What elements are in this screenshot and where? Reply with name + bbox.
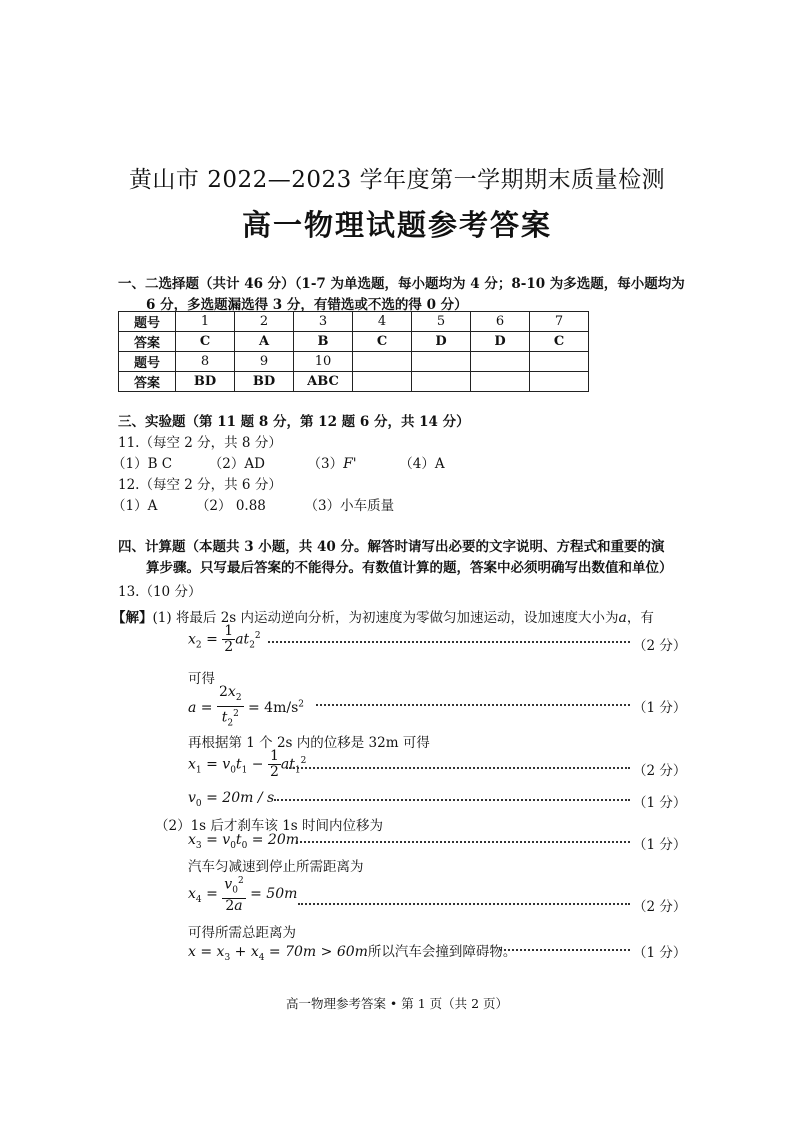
table-cell bbox=[412, 372, 471, 392]
table-row bbox=[119, 312, 589, 332]
score-label: （1 分） bbox=[633, 795, 687, 811]
document-subtitle: 高一物理试题参考答案 bbox=[241, 208, 552, 242]
table-cell: 5 bbox=[412, 312, 471, 332]
equation-a: a = $\frac{2x_2}{t_2^2}$ = $4m/s^2$ bbox=[188, 684, 304, 729]
equation-total-text: 所以汽车会撞到障碍物。 bbox=[367, 944, 517, 960]
equation-total-result: = 70m > 60m bbox=[268, 944, 368, 960]
table-row bbox=[119, 372, 589, 392]
table-row bbox=[119, 332, 589, 352]
solution-tag: 【解】 bbox=[112, 610, 153, 626]
dotted-leader bbox=[286, 767, 630, 769]
table-cell: 答案 bbox=[119, 372, 176, 392]
section1-note-line2: 6 分，多选题漏选得 3 分，有错选或不选的得 0 分） bbox=[146, 297, 468, 313]
score-label: （1 分） bbox=[633, 945, 687, 961]
equation-x3-result: = 20m bbox=[251, 832, 300, 848]
score-label: （1 分） bbox=[633, 837, 687, 853]
table-cell: 题号 bbox=[119, 312, 176, 332]
table-cell: A bbox=[235, 332, 294, 352]
dotted-leader bbox=[500, 949, 630, 951]
table-cell: 8 bbox=[176, 352, 235, 372]
equation-x2: $x_2$ = $\frac{1}{2}$ $at_2^2$ bbox=[188, 623, 261, 655]
table-cell bbox=[412, 352, 471, 372]
q11-answer-1: （1）B C bbox=[112, 456, 173, 472]
part1-intro-text: (1) 将最后 2s 内运动逆向分析，为初速度为零做匀加速运动，设加速度大小为 bbox=[152, 610, 619, 626]
section1-heading-line bbox=[118, 272, 685, 292]
equation-x4-result: = 50m bbox=[250, 886, 298, 903]
score-label: （1 分） bbox=[633, 700, 687, 716]
q11-title: 11.（每空 2 分，共 8 分） bbox=[118, 435, 282, 451]
q12-answer-1: （1）A bbox=[112, 498, 158, 514]
score-label: （2 分） bbox=[633, 899, 687, 915]
equation-x4: $x_4$ = $\frac{v_0^2}{2a}$ = 50m bbox=[188, 876, 298, 915]
table-cell: B bbox=[294, 332, 353, 352]
q12-title: 12.（每空 2 分，共 6 分） bbox=[118, 477, 282, 493]
score-label: （2 分） bbox=[633, 638, 687, 654]
table-cell: D bbox=[412, 332, 471, 352]
part1-intro-end: ，有 bbox=[626, 610, 654, 626]
table-cell: 答案 bbox=[119, 332, 176, 352]
q11-answer-2: （2）AD bbox=[208, 456, 265, 472]
table-cell: BD bbox=[176, 372, 235, 392]
table-cell bbox=[530, 372, 589, 392]
part1-intro bbox=[112, 606, 654, 626]
text-decel: 汽车匀减速到停止所需距离为 bbox=[188, 859, 364, 875]
table-cell: 题号 bbox=[119, 352, 176, 372]
table-cell: 9 bbox=[235, 352, 294, 372]
answer-table bbox=[118, 311, 589, 392]
table-row bbox=[119, 352, 589, 372]
document-title: 黄山市 2022—2023 学年度第一学期期末质量检测 bbox=[128, 167, 666, 193]
table-cell: 6 bbox=[471, 312, 530, 332]
section4-heading-line2: 算步骤。只写最后答案的不能得分。有数值计算的题，答案中必须明确写出数值和单位） bbox=[146, 560, 673, 576]
text-total: 可得所需总距离为 bbox=[188, 925, 296, 941]
table-cell: ABC bbox=[294, 372, 353, 392]
equation-total: $x = x_3 + x_4 = 70m > 60m$所以汽车会撞到障碍物。 bbox=[188, 944, 517, 963]
equation-a-result: = 4m/s bbox=[248, 700, 299, 717]
table-cell bbox=[353, 372, 412, 392]
table-cell bbox=[530, 352, 589, 372]
text-first2s: 再根据第 1 个 2s 内的位移是 32m 可得 bbox=[188, 735, 430, 751]
equation-x1: $x_1 = v_0t_1$ − $\frac{1}{2}$ $at_1^2$ bbox=[188, 748, 307, 780]
table-cell: 7 bbox=[530, 312, 589, 332]
table-cell: D bbox=[471, 332, 530, 352]
q11-answer-4: （4）A bbox=[399, 456, 445, 472]
dotted-leader bbox=[316, 704, 630, 706]
part2-intro: （2）1s 后才刹车该 1s 时间内位移为 bbox=[155, 818, 383, 834]
equation-v0-result: = 20m / s bbox=[206, 790, 275, 806]
section1-note-line1: （1-7 为单选题，每小题均为 4 分；8-10 为多选题，每小题均为 bbox=[294, 276, 685, 292]
table-cell: C bbox=[176, 332, 235, 352]
q11-answer-3-value: F' bbox=[343, 456, 357, 472]
table-cell: C bbox=[530, 332, 589, 352]
dotted-leader bbox=[268, 641, 630, 643]
q11-answers bbox=[112, 452, 445, 472]
table-cell bbox=[471, 372, 530, 392]
table-cell: 10 bbox=[294, 352, 353, 372]
q12-answer-3: （3）小车质量 bbox=[304, 498, 395, 514]
section4-heading-line1: 四、计算题（本题共 3 小题，共 40 分。解答时请写出必要的文字说明、方程式和重要的演 bbox=[118, 539, 665, 555]
table-cell: 1 bbox=[176, 312, 235, 332]
score-label: （2 分） bbox=[633, 763, 687, 779]
q12-answers bbox=[112, 494, 394, 514]
dotted-leader bbox=[274, 799, 630, 801]
text-kede: 可得 bbox=[188, 671, 215, 687]
table-cell: BD bbox=[235, 372, 294, 392]
var-a: a bbox=[618, 610, 627, 626]
dotted-leader bbox=[298, 903, 630, 905]
table-cell bbox=[353, 352, 412, 372]
section1-heading: 一、二选择题（共计 46 分） bbox=[118, 276, 295, 292]
table-cell bbox=[471, 352, 530, 372]
q13-title: 13.（10 分） bbox=[118, 584, 202, 600]
equation-v0: $v_0 = 20m / s$ bbox=[188, 790, 275, 809]
table-cell: 2 bbox=[235, 312, 294, 332]
table-cell: 3 bbox=[294, 312, 353, 332]
equation-x3: $x_3 = v_0t_0 = 20m$ bbox=[188, 832, 300, 851]
page-footer: 高一物理参考答案 • 第 1 页（共 2 页） bbox=[285, 996, 509, 1011]
table-cell: 4 bbox=[353, 312, 412, 332]
q11-answer-3: （3） bbox=[307, 456, 344, 472]
section3-heading: 三、实验题（第 11 题 8 分，第 12 题 6 分，共 14 分） bbox=[118, 414, 470, 430]
table-cell: C bbox=[353, 332, 412, 352]
q12-answer-2: （2） 0.88 bbox=[195, 498, 266, 514]
dotted-leader bbox=[296, 841, 630, 843]
